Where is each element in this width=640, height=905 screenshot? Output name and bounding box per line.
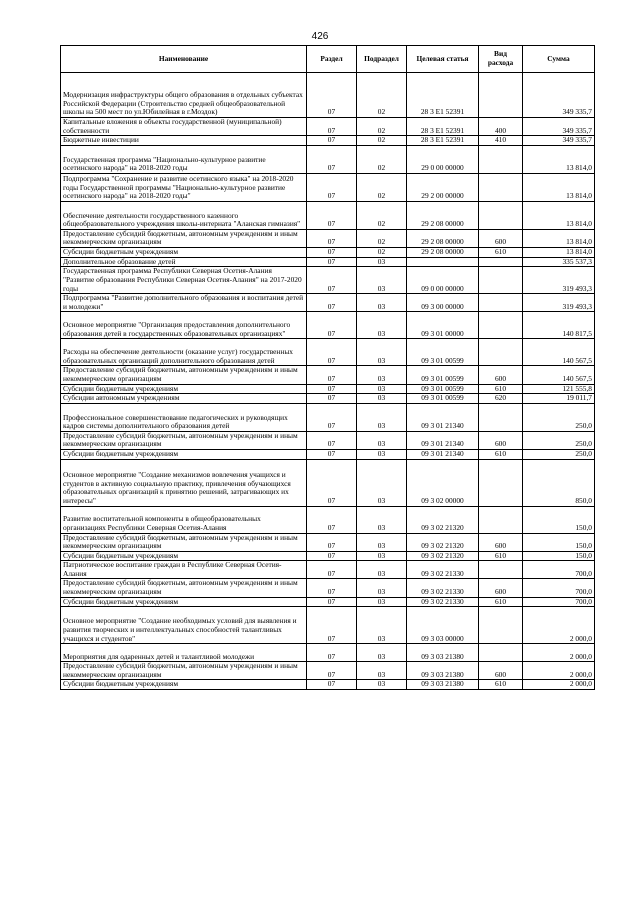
- cell-expense-type: 600: [479, 229, 523, 247]
- cell-sum: 700,0: [523, 561, 595, 579]
- cell-sum: 13 814,0: [523, 247, 595, 257]
- cell-sum: 13 814,0: [523, 229, 595, 247]
- table-row: [61, 551, 595, 561]
- cell-section: 07: [307, 145, 357, 173]
- cell-name: Развитие воспитательной компоненты в общеобразовательных организациях Республики Северная Осетия-Алания: [61, 506, 307, 533]
- cell-sum: 121 555,8: [523, 384, 595, 394]
- cell-sum: 2 000,0: [523, 607, 595, 644]
- cell-subsection: 02: [357, 229, 407, 247]
- cell-name: Патриотическое воспитание граждан в Республике Северная Осетия-Алания: [61, 561, 307, 579]
- cell-expense-type: 610: [479, 680, 523, 690]
- cell-subsection: 03: [357, 257, 407, 267]
- cell-subsection: 02: [357, 118, 407, 136]
- cell-expense-type: 610: [479, 551, 523, 561]
- table-row: [61, 403, 595, 431]
- table-row: [61, 449, 595, 459]
- table-row: [61, 229, 595, 247]
- cell-sum: 349 335,7: [523, 118, 595, 136]
- cell-target: 29 0 00 00000: [407, 145, 479, 173]
- table-row: [61, 431, 595, 449]
- cell-subsection: 03: [357, 597, 407, 607]
- cell-sum: 335 537,3: [523, 257, 595, 267]
- header-target: Целевая статья: [407, 46, 479, 73]
- cell-expense-type: [479, 173, 523, 201]
- cell-target: 09 3 01 00599: [407, 394, 479, 404]
- cell-expense-type: [479, 73, 523, 118]
- cell-name: Модернизация инфраструктуры общего образования в отдельных субъектах Российской Федерации (Строительство средней общеобразовательной школы на 500 мест по ул.Юбилейная в г.Моздок): [61, 73, 307, 118]
- cell-subsection: 03: [357, 662, 407, 680]
- cell-sum: 319 493,3: [523, 294, 595, 312]
- cell-expense-type: [479, 294, 523, 312]
- cell-subsection: 03: [357, 579, 407, 597]
- cell-expense-type: [479, 607, 523, 644]
- cell-target: 09 3 01 21340: [407, 449, 479, 459]
- cell-sum: 2 000,0: [523, 680, 595, 690]
- cell-subsection: 02: [357, 73, 407, 118]
- cell-sum: 150,0: [523, 533, 595, 551]
- table-row: [61, 173, 595, 201]
- cell-name: Субсидии бюджетным учреждениям: [61, 449, 307, 459]
- cell-target: 28 3 E1 52391: [407, 73, 479, 118]
- table-row: [61, 459, 595, 506]
- cell-expense-type: [479, 561, 523, 579]
- cell-target: 09 0 00 00000: [407, 267, 479, 294]
- cell-name: Предоставление субсидий бюджетным, автономным учреждениям и иным некоммерческим организациям: [61, 662, 307, 680]
- cell-sum: 250,0: [523, 449, 595, 459]
- cell-target: 09 3 01 21340: [407, 431, 479, 449]
- cell-name: Субсидии бюджетным учреждениям: [61, 247, 307, 257]
- cell-subsection: 03: [357, 533, 407, 551]
- cell-target: 09 3 02 21320: [407, 551, 479, 561]
- cell-section: 07: [307, 136, 357, 146]
- cell-target: 29 2 08 00000: [407, 229, 479, 247]
- table-row: [61, 662, 595, 680]
- cell-subsection: 03: [357, 312, 407, 339]
- cell-subsection: 03: [357, 449, 407, 459]
- cell-section: 07: [307, 449, 357, 459]
- cell-name: Государственная программа "Национально-культурное развитие осетинского народа" на 2018-2020 годы: [61, 145, 307, 173]
- cell-expense-type: [479, 506, 523, 533]
- cell-name: Субсидии бюджетным учреждениям: [61, 384, 307, 394]
- cell-subsection: 02: [357, 145, 407, 173]
- cell-target: 09 3 03 00000: [407, 607, 479, 644]
- table-row: [61, 294, 595, 312]
- cell-section: 07: [307, 561, 357, 579]
- cell-name: Субсидии бюджетным учреждениям: [61, 680, 307, 690]
- cell-subsection: 03: [357, 506, 407, 533]
- table-row: [61, 136, 595, 146]
- table-row: [61, 384, 595, 394]
- cell-expense-type: [479, 257, 523, 267]
- cell-name: Предоставление субсидий бюджетным, автономным учреждениям и иным некоммерческим организациям: [61, 229, 307, 247]
- table-row: [61, 680, 595, 690]
- cell-section: 07: [307, 459, 357, 506]
- cell-target: 29 2 08 00000: [407, 201, 479, 229]
- table-row: [61, 644, 595, 662]
- cell-target: 09 3 01 00599: [407, 366, 479, 384]
- cell-target: 29 2 00 00000: [407, 173, 479, 201]
- cell-subsection: 03: [357, 366, 407, 384]
- cell-section: 07: [307, 247, 357, 257]
- cell-section: 07: [307, 533, 357, 551]
- cell-sum: 150,0: [523, 506, 595, 533]
- cell-target: 09 3 02 21330: [407, 579, 479, 597]
- cell-subsection: 03: [357, 431, 407, 449]
- table-row: [61, 145, 595, 173]
- cell-expense-type: [479, 145, 523, 173]
- table-row: [61, 201, 595, 229]
- cell-sum: 349 335,7: [523, 73, 595, 118]
- cell-section: 07: [307, 339, 357, 366]
- cell-sum: 850,0: [523, 459, 595, 506]
- cell-section: 07: [307, 662, 357, 680]
- cell-sum: 250,0: [523, 403, 595, 431]
- cell-name: Подпрограмма "Развитие дополнительного образования и воспитания детей и молодежи": [61, 294, 307, 312]
- table-row: [61, 561, 595, 579]
- header-name: Наименование: [61, 46, 307, 73]
- cell-section: 07: [307, 551, 357, 561]
- cell-section: 07: [307, 267, 357, 294]
- cell-expense-type: 600: [479, 579, 523, 597]
- cell-name: Расходы на обеспечение деятельности (оказание услуг) государственных образовательных организаций дополнительного образования детей: [61, 339, 307, 366]
- cell-target: 09 3 02 21320: [407, 533, 479, 551]
- cell-name: Профессиональное совершенствование педагогических и руководящих кадров системы дополнительного образования детей: [61, 403, 307, 431]
- cell-sum: 2 000,0: [523, 644, 595, 662]
- cell-subsection: 03: [357, 607, 407, 644]
- cell-subsection: 03: [357, 394, 407, 404]
- cell-subsection: 03: [357, 403, 407, 431]
- cell-sum: 13 814,0: [523, 201, 595, 229]
- table-row: [61, 394, 595, 404]
- cell-subsection: 02: [357, 201, 407, 229]
- cell-expense-type: 600: [479, 533, 523, 551]
- cell-section: 07: [307, 680, 357, 690]
- table-row: [61, 506, 595, 533]
- table-row: [61, 247, 595, 257]
- cell-section: 07: [307, 403, 357, 431]
- table-row: [61, 366, 595, 384]
- cell-sum: 140 567,5: [523, 339, 595, 366]
- cell-expense-type: 610: [479, 449, 523, 459]
- header-section: Раздел: [307, 46, 357, 73]
- cell-target: 09 3 02 21330: [407, 597, 479, 607]
- cell-name: Предоставление субсидий бюджетным, автономным учреждениям и иным некоммерческим организациям: [61, 431, 307, 449]
- cell-expense-type: [479, 201, 523, 229]
- cell-name: Дополнительное образование детей: [61, 257, 307, 267]
- cell-name: Основное мероприятие "Создание необходимых условий для выявления и развития творческих и интеллектуальных способностей талантливых учащихся и студентов": [61, 607, 307, 644]
- cell-subsection: 02: [357, 247, 407, 257]
- cell-expense-type: 600: [479, 366, 523, 384]
- cell-expense-type: 610: [479, 597, 523, 607]
- cell-expense-type: 610: [479, 384, 523, 394]
- table-header-row: [61, 46, 595, 73]
- cell-sum: 349 335,7: [523, 136, 595, 146]
- cell-subsection: 03: [357, 561, 407, 579]
- cell-expense-type: 610: [479, 247, 523, 257]
- cell-expense-type: [479, 403, 523, 431]
- cell-name: Обеспечение деятельности государственного казенного общеобразовательного учреждения школы-интерната "Аланская гимназия": [61, 201, 307, 229]
- cell-expense-type: [479, 312, 523, 339]
- table-row: [61, 73, 595, 118]
- cell-sum: 150,0: [523, 551, 595, 561]
- cell-expense-type: 600: [479, 662, 523, 680]
- cell-section: 07: [307, 431, 357, 449]
- cell-section: 07: [307, 73, 357, 118]
- cell-section: 07: [307, 229, 357, 247]
- table-row: [61, 579, 595, 597]
- cell-target: 09 3 02 00000: [407, 459, 479, 506]
- cell-sum: 319 493,3: [523, 267, 595, 294]
- cell-section: 07: [307, 294, 357, 312]
- header-expense-type: Вид расхода: [479, 46, 523, 73]
- cell-sum: 140 817,5: [523, 312, 595, 339]
- cell-name: Субсидии бюджетным учреждениям: [61, 551, 307, 561]
- cell-expense-type: [479, 339, 523, 366]
- cell-target: 09 3 02 21320: [407, 506, 479, 533]
- cell-subsection: 03: [357, 680, 407, 690]
- cell-expense-type: 410: [479, 136, 523, 146]
- cell-target: 28 3 E1 52391: [407, 118, 479, 136]
- cell-expense-type: [479, 459, 523, 506]
- cell-name: Бюджетные инвестиции: [61, 136, 307, 146]
- cell-expense-type: [479, 267, 523, 294]
- cell-section: 07: [307, 506, 357, 533]
- cell-subsection: 02: [357, 136, 407, 146]
- cell-sum: 140 567,5: [523, 366, 595, 384]
- cell-target: 09 3 01 00599: [407, 384, 479, 394]
- cell-section: 07: [307, 644, 357, 662]
- cell-target: 09 3 01 00599: [407, 339, 479, 366]
- cell-name: Государственная программа Республики Северная Осетия-Алания "Развитие образования Республики Северная Осетия-Алания" на 2017-2020 годы: [61, 267, 307, 294]
- cell-expense-type: 600: [479, 431, 523, 449]
- cell-name: Предоставление субсидий бюджетным, автономным учреждениям и иным некоммерческим организациям: [61, 579, 307, 597]
- cell-subsection: 03: [357, 644, 407, 662]
- cell-section: 07: [307, 394, 357, 404]
- cell-sum: 13 814,0: [523, 145, 595, 173]
- table-row: [61, 597, 595, 607]
- cell-section: 07: [307, 607, 357, 644]
- cell-subsection: 03: [357, 551, 407, 561]
- cell-section: 07: [307, 597, 357, 607]
- cell-name: Субсидии автономным учреждениям: [61, 394, 307, 404]
- cell-target: 09 3 03 21380: [407, 662, 479, 680]
- cell-section: 07: [307, 312, 357, 339]
- cell-sum: 700,0: [523, 579, 595, 597]
- table-row: [61, 267, 595, 294]
- cell-name: Подпрограмма "Сохранение и развитие осетинского языка" на 2018-2020 годы Государственной программы "Национально-культурное развитие осетинского народа" на 2018-2020 годы": [61, 173, 307, 201]
- table-row: [61, 607, 595, 644]
- page-number: 426: [311, 31, 329, 42]
- cell-target: 09 3 03 21380: [407, 644, 479, 662]
- cell-subsection: 03: [357, 294, 407, 312]
- cell-sum: 19 011,7: [523, 394, 595, 404]
- cell-expense-type: [479, 644, 523, 662]
- cell-section: 07: [307, 579, 357, 597]
- cell-section: 07: [307, 257, 357, 267]
- cell-section: 07: [307, 366, 357, 384]
- table-row: [61, 118, 595, 136]
- cell-subsection: 03: [357, 384, 407, 394]
- cell-name: Капитальные вложения в объекты государственной (муниципальной) собственности: [61, 118, 307, 136]
- table-row: [61, 257, 595, 267]
- cell-name: Предоставление субсидий бюджетным, автономным учреждениям и иным некоммерческим организациям: [61, 366, 307, 384]
- header-subsection: Подраздел: [357, 46, 407, 73]
- table-row: [61, 339, 595, 366]
- cell-subsection: 03: [357, 459, 407, 506]
- cell-subsection: 03: [357, 339, 407, 366]
- header-sum: Сумма: [523, 46, 595, 73]
- cell-section: 07: [307, 384, 357, 394]
- cell-sum: 700,0: [523, 597, 595, 607]
- cell-expense-type: 620: [479, 394, 523, 404]
- table-body: [61, 73, 595, 690]
- cell-target: 09 3 01 21340: [407, 403, 479, 431]
- cell-sum: 13 814,0: [523, 173, 595, 201]
- cell-section: 07: [307, 173, 357, 201]
- cell-name: Основное мероприятие "Создание механизмов вовлечения учащихся и студентов в активную социальную практику, привлечения обучающихся образовательных организаций к принятию решений, затрагивающих их интересы": [61, 459, 307, 506]
- cell-name: Субсидии бюджетным учреждениям: [61, 597, 307, 607]
- table-row: [61, 533, 595, 551]
- cell-section: 07: [307, 118, 357, 136]
- cell-section: 07: [307, 201, 357, 229]
- cell-target: 09 3 01 00000: [407, 312, 479, 339]
- budget-table: [60, 45, 595, 690]
- cell-sum: 2 000,0: [523, 662, 595, 680]
- cell-target: 28 3 E1 52391: [407, 136, 479, 146]
- cell-target: [407, 257, 479, 267]
- cell-subsection: 03: [357, 267, 407, 294]
- cell-target: 09 3 00 00000: [407, 294, 479, 312]
- cell-expense-type: 400: [479, 118, 523, 136]
- cell-sum: 250,0: [523, 431, 595, 449]
- cell-name: Мероприятия для одаренных детей и талантливой молодежи: [61, 644, 307, 662]
- cell-target: 29 2 08 00000: [407, 247, 479, 257]
- cell-target: 09 3 03 21380: [407, 680, 479, 690]
- cell-name: Основное мероприятие "Организация предоставления дополнительного образования детей в государственных образовательных организациях": [61, 312, 307, 339]
- table-row: [61, 312, 595, 339]
- cell-target: 09 3 02 21330: [407, 561, 479, 579]
- cell-subsection: 02: [357, 173, 407, 201]
- cell-name: Предоставление субсидий бюджетным, автономным учреждениям и иным некоммерческим организациям: [61, 533, 307, 551]
